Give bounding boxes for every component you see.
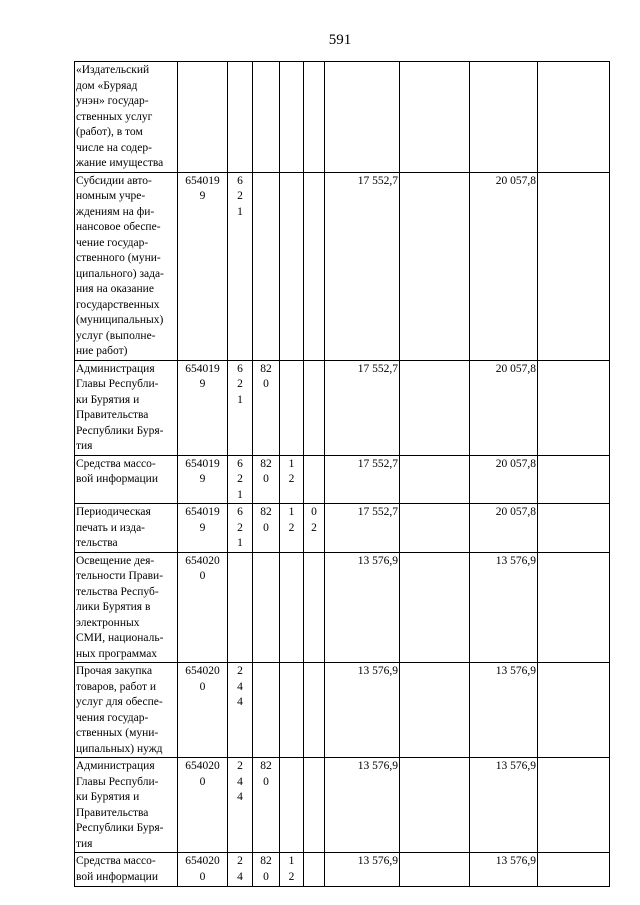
amount-1: 13 576,9 <box>325 853 400 887</box>
amount-4 <box>538 853 610 887</box>
section-code <box>280 758 304 853</box>
amount-4 <box>538 360 610 455</box>
amount-3 <box>470 62 538 173</box>
amount-1: 17 552,7 <box>325 172 400 360</box>
amount-2 <box>400 663 470 758</box>
subsection-code <box>304 172 325 360</box>
table-row <box>75 62 610 173</box>
target-code: 654019 9 <box>178 172 228 360</box>
section-code <box>280 360 304 455</box>
budget-table <box>74 61 610 887</box>
target-code: 654019 9 <box>178 504 228 553</box>
amount-4 <box>538 62 610 173</box>
amount-2 <box>400 360 470 455</box>
amount-3: 20 057,8 <box>470 360 538 455</box>
row-name: Субсидии авто- номным учре- ждениям на фи- нансовое обеспе- чение государ- ственного (муни- ципального) зада- ния на оказание государственных (муниципальных) услуг (выполне- ние работ) <box>75 172 178 360</box>
subsection-code <box>304 663 325 758</box>
row-name: Администрация Главы Республи- ки Бурятия и Правительства Республики Буря- тия <box>75 758 178 853</box>
subsection-code <box>304 853 325 887</box>
amount-4 <box>538 663 610 758</box>
table-row <box>75 552 610 663</box>
section-code <box>280 172 304 360</box>
amount-1: 17 552,7 <box>325 455 400 504</box>
section-code <box>280 62 304 173</box>
subsection-code <box>304 360 325 455</box>
amount-3: 20 057,8 <box>470 172 538 360</box>
target-code: 654020 0 <box>178 853 228 887</box>
section-code <box>280 663 304 758</box>
amount-4 <box>538 504 610 553</box>
ministry-code <box>253 552 280 663</box>
target-code: 654020 0 <box>178 663 228 758</box>
expense-type <box>228 552 253 663</box>
amount-3: 13 576,9 <box>470 663 538 758</box>
section-code: 1 2 <box>280 455 304 504</box>
amount-2 <box>400 504 470 553</box>
amount-2 <box>400 172 470 360</box>
table-row <box>75 360 610 455</box>
amount-2 <box>400 455 470 504</box>
section-code: 1 2 <box>280 504 304 553</box>
amount-3: 20 057,8 <box>470 504 538 553</box>
amount-4 <box>538 758 610 853</box>
row-name: Средства массо- вой информации <box>75 853 178 887</box>
subsection-code <box>304 62 325 173</box>
ministry-code: 82 0 <box>253 455 280 504</box>
row-name: Администрация Главы Республи- ки Бурятия и Правительства Республики Буря- тия <box>75 360 178 455</box>
expense-type: 2 4 <box>228 853 253 887</box>
target-code: 654019 9 <box>178 360 228 455</box>
ministry-code: 82 0 <box>253 360 280 455</box>
table-row <box>75 663 610 758</box>
row-name: Прочая закупка товаров, работ и услуг для обеспе- чения государ- ственных (муни- ципальных) нужд <box>75 663 178 758</box>
amount-3: 13 576,9 <box>470 853 538 887</box>
amount-3: 13 576,9 <box>470 552 538 663</box>
amount-1: 13 576,9 <box>325 758 400 853</box>
subsection-code: 0 2 <box>304 504 325 553</box>
row-name: Освещение дея- тельности Прави- тельства Респуб- лики Бурятия в электронных СМИ, националь- ных программах <box>75 552 178 663</box>
expense-type: 6 2 1 <box>228 360 253 455</box>
ministry-code <box>253 663 280 758</box>
page-number: 591 <box>328 32 352 48</box>
row-name: Периодическая печать и изда- тельства <box>75 504 178 553</box>
ministry-code: 82 0 <box>253 758 280 853</box>
amount-4 <box>538 172 610 360</box>
table-row <box>75 455 610 504</box>
amount-1 <box>325 62 400 173</box>
ministry-code: 82 0 <box>253 853 280 887</box>
amount-4 <box>538 455 610 504</box>
amount-1: 13 576,9 <box>325 552 400 663</box>
target-code: 654019 9 <box>178 455 228 504</box>
amount-3: 20 057,8 <box>470 455 538 504</box>
expense-type <box>228 62 253 173</box>
section-code <box>280 552 304 663</box>
amount-1: 17 552,7 <box>325 360 400 455</box>
expense-type: 2 4 4 <box>228 663 253 758</box>
subsection-code <box>304 758 325 853</box>
table-row <box>75 758 610 853</box>
ministry-code <box>253 62 280 173</box>
row-name: «Издательский дом «Буряад унэн» государ- ственных услуг (работ), в том числе на содер- жание имущества <box>75 62 178 173</box>
target-code: 654020 0 <box>178 758 228 853</box>
amount-1: 17 552,7 <box>325 504 400 553</box>
expense-type: 6 2 1 <box>228 172 253 360</box>
ministry-code <box>253 172 280 360</box>
amount-2 <box>400 552 470 663</box>
section-code: 1 2 <box>280 853 304 887</box>
ministry-code: 82 0 <box>253 504 280 553</box>
amount-2 <box>400 758 470 853</box>
subsection-code <box>304 552 325 663</box>
table-row <box>75 853 610 887</box>
expense-type: 6 2 1 <box>228 455 253 504</box>
row-name: Средства массо- вой информации <box>75 455 178 504</box>
subsection-code <box>304 455 325 504</box>
amount-2 <box>400 853 470 887</box>
amount-1: 13 576,9 <box>325 663 400 758</box>
expense-type: 6 2 1 <box>228 504 253 553</box>
table-row <box>75 504 610 553</box>
amount-3: 13 576,9 <box>470 758 538 853</box>
amount-2 <box>400 62 470 173</box>
amount-4 <box>538 552 610 663</box>
target-code: 654020 0 <box>178 552 228 663</box>
table-row <box>75 172 610 360</box>
target-code <box>178 62 228 173</box>
expense-type: 2 4 4 <box>228 758 253 853</box>
